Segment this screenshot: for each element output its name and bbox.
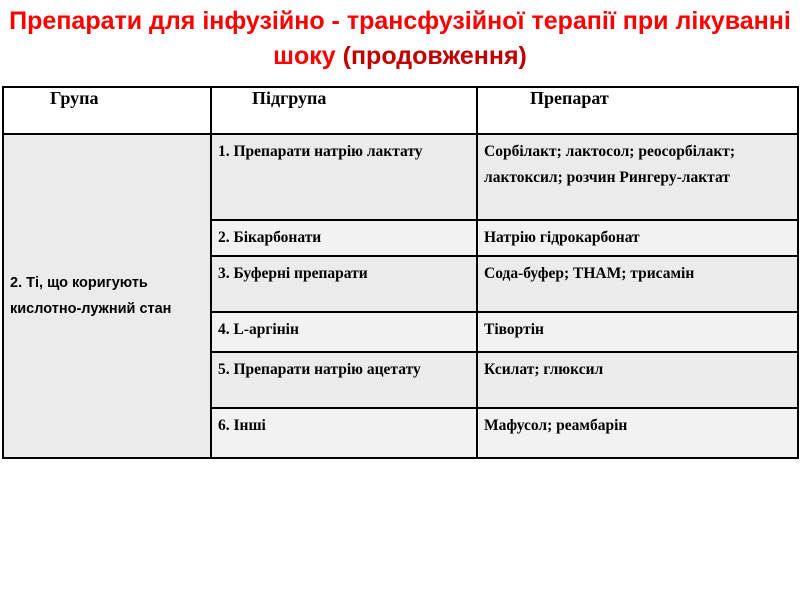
drug-cell: Натрію гідрокарбонат [477, 220, 798, 256]
table-row [3, 134, 798, 220]
subgroup-cell: 6. Інші [211, 408, 477, 458]
header-subgroup: Підгрупа [211, 87, 477, 134]
drug-cell: Мафусол; реамбарін [477, 408, 798, 458]
slide-title-suffix: (продовження) [342, 42, 527, 70]
group-label: 2. Ті, що коригують кислотно-лужний стан [10, 275, 172, 317]
drug-cell: Сода-буфер; ТНАМ; трисамін [477, 256, 798, 312]
subgroup-cell: 3. Буферні препарати [211, 256, 477, 312]
subgroup-cell: 4. L-аргінін [211, 312, 477, 352]
header-drug: Препарат [477, 87, 798, 134]
drug-table [2, 86, 799, 459]
table-header-row [3, 87, 798, 134]
drug-cell: Тівортін [477, 312, 798, 352]
slide-title [0, 4, 800, 74]
subgroup-cell: 2. Бікарбонати [211, 220, 477, 256]
slide-title-main: Препарати для інфузійно - трансфузійної терапії при лікуванні шоку [9, 7, 791, 70]
drug-cell: Ксилат; глюксил [477, 352, 798, 408]
group-cell [3, 134, 211, 458]
subgroup-cell: 5. Препарати натрію ацетату [211, 352, 477, 408]
drug-cell: Сорбілакт; лактосол; реосорбілакт; лактоксил; розчин Рингеру-лактат [477, 134, 798, 220]
subgroup-cell: 1. Препарати натрію лактату [211, 134, 477, 220]
header-group: Група [3, 87, 211, 134]
